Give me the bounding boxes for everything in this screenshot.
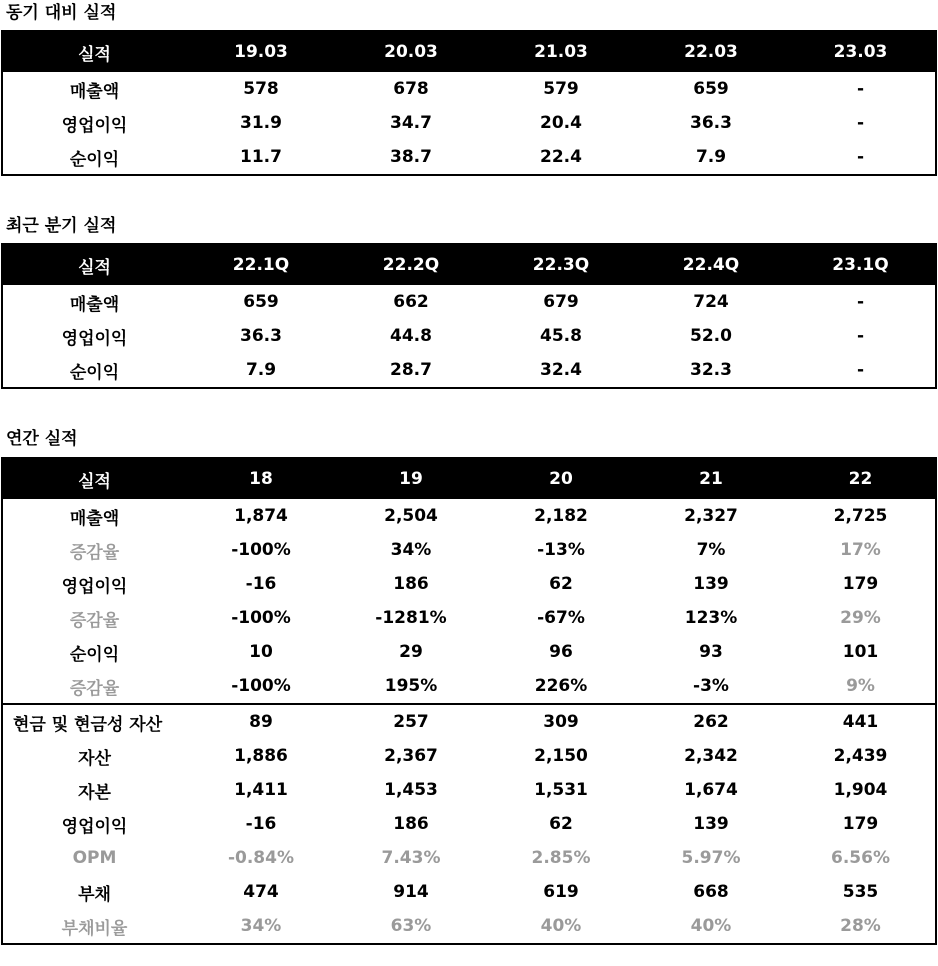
cell: - [856, 79, 865, 99]
cell: 139 [693, 574, 729, 594]
quarterly-header-period: 23.1Q [786, 244, 936, 285]
cell: -16 [245, 574, 277, 594]
cell: - [856, 292, 865, 312]
cell: 2,439 [833, 746, 888, 766]
cell: -67% [537, 608, 585, 628]
cell: 17% [840, 540, 881, 560]
annual-section-title: 연간 실적 [6, 429, 78, 449]
cell: 1,886 [234, 746, 288, 766]
cell: - [856, 326, 865, 346]
cell: 309 [486, 704, 636, 739]
cell: 96 [549, 642, 573, 662]
row-label: 영업이익 [61, 816, 128, 837]
cell: - [856, 147, 865, 167]
yoy-header-period: 23.03 [786, 31, 936, 72]
row-label: 증감율 [69, 678, 120, 699]
cell: 34.7 [390, 113, 432, 133]
cell: 914 [393, 882, 429, 902]
row-label: 순이익 [69, 644, 120, 665]
cell: 2,725 [833, 506, 888, 526]
annual-row-opm [2, 841, 936, 875]
annual-header-year: 22 [786, 458, 936, 499]
cell: 45.8 [540, 326, 582, 346]
row-label: 부채비율 [61, 918, 128, 939]
cell: 31.9 [240, 113, 282, 133]
row-label: 매출액 [69, 294, 120, 315]
cell: 195% [384, 676, 438, 696]
yoy-row-operating-profit [2, 106, 936, 140]
cell: 7% [696, 540, 726, 560]
cell: 36.3 [240, 326, 282, 346]
quarterly-row-revenue [2, 285, 936, 319]
cell: 32.4 [540, 360, 582, 380]
row-label: 자산 [78, 748, 111, 769]
cell: 257 [336, 704, 486, 739]
cell: 668 [693, 882, 729, 902]
annual-row-debt-ratio [2, 909, 936, 944]
cell: 724 [693, 292, 729, 312]
cell: 2,150 [534, 746, 588, 766]
cell: 579 [543, 79, 579, 99]
quarterly-section-title: 최근 분기 실적 [6, 216, 117, 236]
row-label: 영업이익 [61, 576, 128, 597]
cell: 52.0 [690, 326, 732, 346]
annual-row-revenue [2, 499, 936, 533]
cell: 20.4 [540, 113, 582, 133]
row-label: 증감율 [69, 542, 120, 563]
cell: 262 [636, 704, 786, 739]
cell: 139 [693, 814, 729, 834]
annual-row-cash [2, 704, 936, 739]
cell: 40% [540, 916, 582, 936]
cell: -13% [537, 540, 585, 560]
cell: 2,327 [684, 506, 738, 526]
cell: 62 [549, 814, 573, 834]
annual-header-label: 실적 [2, 458, 186, 499]
cell: 5.97% [681, 848, 741, 868]
row-label: 영업이익 [61, 115, 128, 136]
annual-header-year: 20 [486, 458, 636, 499]
annual-row-liabilities [2, 875, 936, 909]
cell: 28.7 [390, 360, 432, 380]
row-label: 매출액 [69, 508, 120, 529]
cell: -1281% [375, 608, 447, 628]
quarterly-header-period: 22.3Q [486, 244, 636, 285]
yoy-row-net-income [2, 140, 936, 175]
annual-row-operating-profit-2 [2, 807, 936, 841]
row-label: 영업이익 [61, 328, 128, 349]
cell: 1,453 [384, 780, 438, 800]
cell: 1,531 [534, 780, 588, 800]
row-label: 순이익 [69, 362, 120, 383]
row-label: 증감율 [69, 610, 120, 631]
annual-row-net-income-growth [2, 669, 936, 704]
cell: 535 [842, 882, 879, 902]
quarterly-header-period: 22.4Q [636, 244, 786, 285]
cell: 38.7 [390, 147, 432, 167]
cell: 186 [393, 814, 429, 834]
cell: 36.3 [690, 113, 732, 133]
quarterly-header-row [2, 244, 936, 285]
cell: 678 [393, 79, 429, 99]
cell: 1,411 [234, 780, 288, 800]
cell: -16 [245, 814, 277, 834]
cell: 7.43% [381, 848, 441, 868]
annual-row-revenue-growth [2, 533, 936, 567]
cell: 34% [240, 916, 282, 936]
quarterly-row-operating-profit [2, 319, 936, 353]
cell: 29 [399, 642, 423, 662]
cell: 89 [186, 704, 336, 739]
cell: 179 [842, 574, 879, 594]
cell: 62 [549, 574, 573, 594]
annual-header-year: 21 [636, 458, 786, 499]
cell: 7.9 [695, 147, 727, 167]
cell: 186 [393, 574, 429, 594]
cell: 40% [690, 916, 732, 936]
cell: 34% [390, 540, 432, 560]
quarterly-header-label: 실적 [2, 244, 186, 285]
annual-header-year: 19 [336, 458, 486, 499]
cell: 1,674 [684, 780, 738, 800]
cell: 441 [786, 704, 936, 739]
cell: 474 [243, 882, 279, 902]
annual-row-equity [2, 773, 936, 807]
yoy-header-period: 22.03 [636, 31, 786, 72]
cell: 10 [249, 642, 273, 662]
row-label: 매출액 [69, 81, 120, 102]
row-label: 순이익 [69, 149, 120, 170]
cell: -100% [231, 608, 291, 628]
cell: 44.8 [390, 326, 432, 346]
cell: 2,182 [534, 506, 588, 526]
annual-row-net-income [2, 635, 936, 669]
cell: -3% [693, 676, 729, 696]
cell: 1,874 [234, 506, 288, 526]
cell: 93 [699, 642, 723, 662]
annual-table [1, 457, 937, 945]
cell: - [856, 360, 865, 380]
cell: 179 [842, 814, 879, 834]
cell: 123% [684, 608, 738, 628]
cell: 63% [390, 916, 432, 936]
cell: 11.7 [240, 147, 282, 167]
cell: 659 [243, 292, 279, 312]
yoy-row-revenue [2, 72, 936, 106]
cell: 28% [840, 916, 881, 936]
cell: 662 [393, 292, 429, 312]
yoy-header-row [2, 31, 936, 72]
quarterly-header-period: 22.1Q [186, 244, 336, 285]
cell: 2.85% [531, 848, 591, 868]
cell: 619 [543, 882, 579, 902]
row-label: 현금 및 현금성 자산 [2, 704, 186, 739]
cell: 7.9 [245, 360, 277, 380]
cell: -100% [231, 540, 291, 560]
yoy-header-label: 실적 [2, 31, 186, 72]
annual-row-operating-profit [2, 567, 936, 601]
annual-header-year: 18 [186, 458, 336, 499]
yoy-table [1, 30, 937, 176]
cell: 6.56% [831, 848, 890, 868]
yoy-section-title: 동기 대비 실적 [6, 3, 117, 23]
cell: 22.4 [540, 147, 582, 167]
cell: 101 [842, 642, 879, 662]
annual-row-operating-growth [2, 601, 936, 635]
cell: 9% [846, 676, 875, 696]
cell: 578 [243, 79, 279, 99]
cell: 2,342 [684, 746, 738, 766]
row-label: OPM [72, 848, 117, 868]
cell: 226% [534, 676, 588, 696]
yoy-header-period: 20.03 [336, 31, 486, 72]
annual-row-assets [2, 739, 936, 773]
cell: -0.84% [227, 848, 295, 868]
cell: 1,904 [833, 780, 888, 800]
row-label: 자본 [78, 782, 111, 803]
cell: 2,367 [384, 746, 438, 766]
cell: 679 [543, 292, 579, 312]
yoy-header-period: 19.03 [186, 31, 336, 72]
quarterly-row-net-income [2, 353, 936, 388]
yoy-header-period: 21.03 [486, 31, 636, 72]
cell: 2,504 [384, 506, 438, 526]
quarterly-header-period: 22.2Q [336, 244, 486, 285]
annual-header-row [2, 458, 936, 499]
cell: -100% [231, 676, 291, 696]
cell: 659 [693, 79, 729, 99]
row-label: 부채 [78, 884, 111, 905]
cell: 29% [840, 608, 881, 628]
cell: 32.3 [690, 360, 732, 380]
quarterly-table [1, 243, 937, 389]
cell: - [856, 113, 865, 133]
